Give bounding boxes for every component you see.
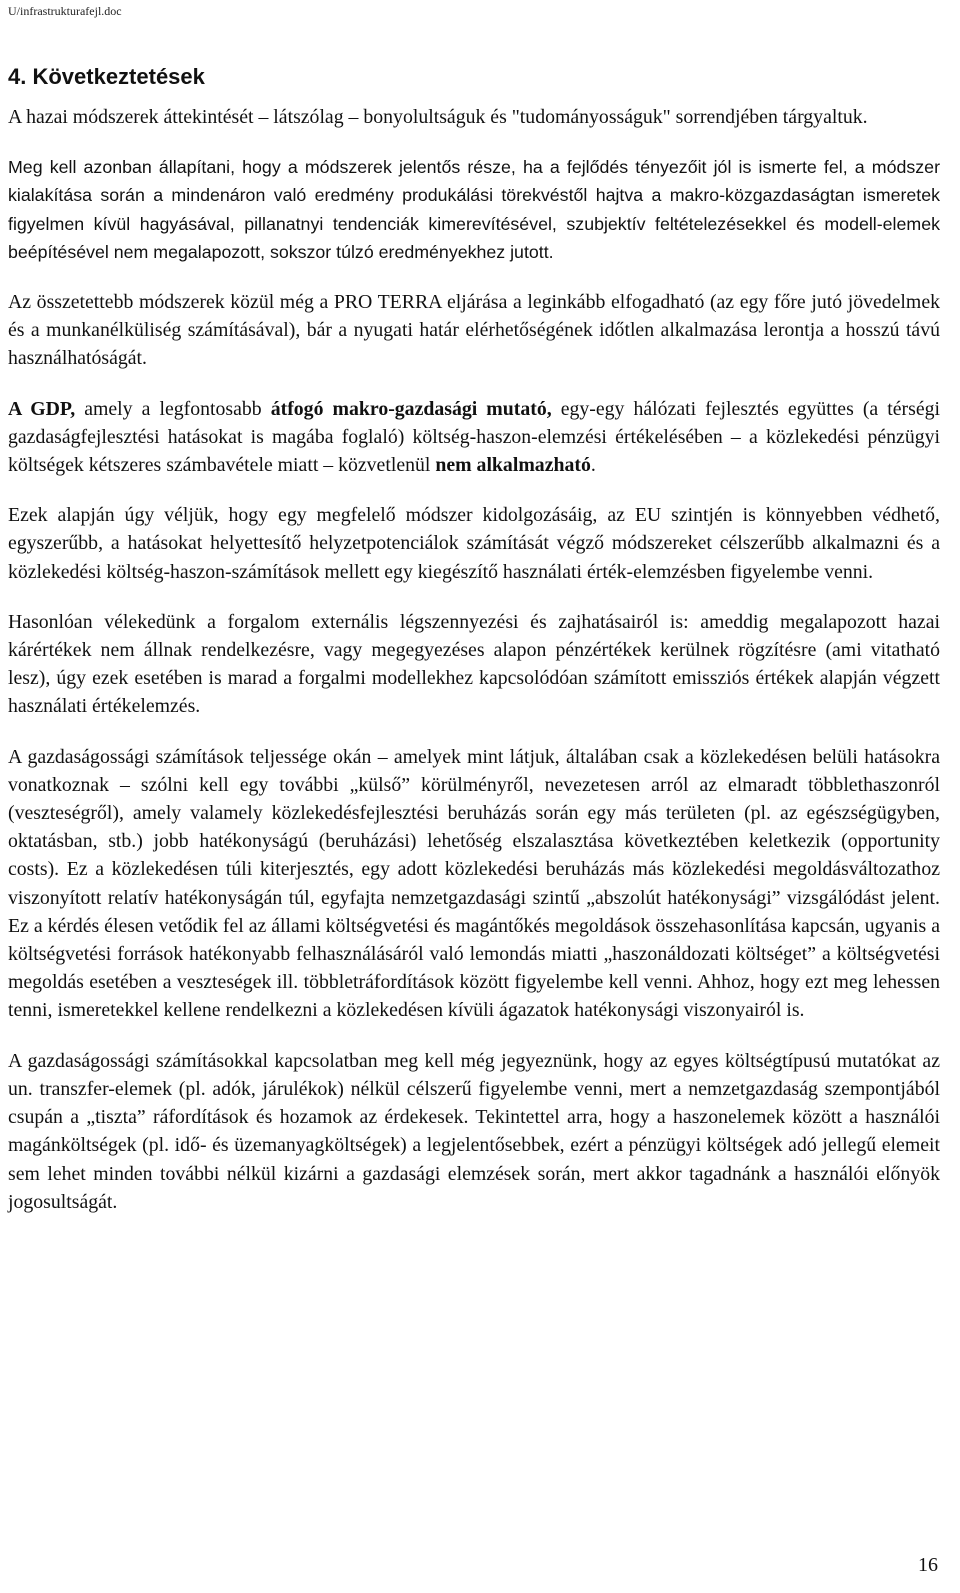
paragraph-4 (8, 395, 940, 480)
paragraph-5: Ezek alapján úgy véljük, hogy egy megfelelő módszer kidolgozásáig, az EU szintjén is könnyebben védhető, egyszerűbb, a hatásokat helyettesítő helyzetpotenciálok számítását végző módszereket célszerűbb alkalmazni és a közlekedési költség-haszon-számítások mellett egy kiegészítő használati érték-elemzésben figyelembe venni. (8, 504, 940, 583)
text-segment: amely a legfontosabb (75, 397, 271, 420)
bold-text-not-applicable: nem alkalmazható (435, 454, 591, 477)
page-number: 16 (918, 1554, 938, 1576)
bold-text-gdp: A GDP, (8, 397, 76, 420)
section-heading: 4. Következtetések (8, 64, 205, 89)
paragraph-6: Hasonlóan vélekedünk a forgalom externális légszennyezési és zajhatásairól is: ameddig megalapozott hazai kárértékek nem állnak rendelkezésre, vagy megegyezéses alapon pénzértékek kerülnek rögzítésre (ami vitatható lesz), úgy ezek esetében is marad a forgalmi modellekhez kapcsolódóan számított emissziós értékek alapján végzett használati értékelemzés. (8, 610, 940, 718)
paragraph-1: A hazai módszerek áttekintését – látszólag – bonyolultságuk és "tudományosságuk" sorrendjében tárgyaltuk. (8, 106, 868, 128)
bold-text-indicator: átfogó makro-gazdasági mutató, (270, 397, 552, 420)
paragraph-7: A gazdaságossági számítások teljessége okán – amelyek mint látjuk, általában csak a közlekedésen belüli hatásokra vonatkoznak – szólni kell egy további „külső” körülményről, nevezetesen arról az elmaradt többlethaszonról (veszteségről), amely valamely közlekedésfejlesztési beruházás során egy más területen (pl. az egészségügyben, oktatásban, stb.) jobb hatékonyságú (beruházási) lehetőség elszalasztása következtében keletkezik (opportunity costs). Ez a közlekedésen túli kiterjesztés, egy adott közlekedési beruházás más közlekedési megoldásváltozathoz viszonyított relatív hatékonyságán túl, egyfajta nemzetgazdasági szintű „abszolút hatékonysági” vizsgálódást jelent. Ez a kérdés élesen vetődik fel az állami költségvetési és magántőkés megoldások összehasonlítása kapcsán, ugyanis a költségvetési források hatékonyabb felhasználásáról való lemondás miatti „haszonáldozati költséget” a költségvetési megoldás esetében a veszteségek ill. többletráfordítások között figyelembe kell venni. Ahhoz, hogy ezt meg lehessen tenni, ismeretekkel kellene rendelkezni a közlekedésen kívüli ágazatok hatékonysági viszonyairól is. (8, 745, 940, 1022)
document-body (8, 103, 940, 1238)
text-segment: . (590, 454, 596, 477)
text-segment: egy-egy hálózati fejlesztés együttes (a térségi gazdaságfejlesztési hatásokat is magába foglaló) költség-haszon-elemzési értékelésében – a közlekedési pénzügyi költségek kétszeres számbavétele miatt – közvetlenül (8, 397, 940, 477)
paragraph-8: A gazdaságossági számításokkal kapcsolatban meg kell még jegyeznünk, hogy az egyes költségtípusú mutatókat az un. transzfer-elemek (pl. adók, járulékok) nélkül célszerű figyelembe venni, mert a nemzetgazdaság szempontjából csupán a „tiszta” ráfordítások és hozamok az érdekesek. Tekintettel arra, hogy a haszonelemek között a használói magánköltségek (pl. idő- és üzemanyagköltségek) a legjelentősebbek, ezért a pénzügyi költségek adó jellegű elemeit sem lehet minden további nélkül kizárni a gazdasági elemzések során, mert akkor tagadnánk a használói előnyök jogosultságát. (8, 1049, 940, 1213)
paragraph-2: Meg kell azonban állapítani, hogy a módszerek jelentős része, ha a fejlődés tényezőit jól is ismerte fel, a módszer kialakítása során a mindenáron való eredmény produkálási törekvéstől hajtva a makro-közgazdaságtan ismeretek figyelmen kívül hagyásával, pillanatnyi tendenciák kimerevítésével, szubjektív feltételezésekkel és modell-elemek beépítésével nem megalapozott, sokszor túlzó eredményekhez jutott. (8, 157, 940, 262)
header-file-path: U/infrastrukturafejl.doc (8, 4, 122, 18)
paragraph-3: Az összetettebb módszerek közül még a PRO TERRA eljárása a leginkább elfogadható (az egy főre jutó jövedelmek és a munkanélküliség számításával), bár a nyugati határ elérhetőségének időtlen alkalmazása lerontja a hosszú távú használhatóságát. (8, 291, 940, 370)
